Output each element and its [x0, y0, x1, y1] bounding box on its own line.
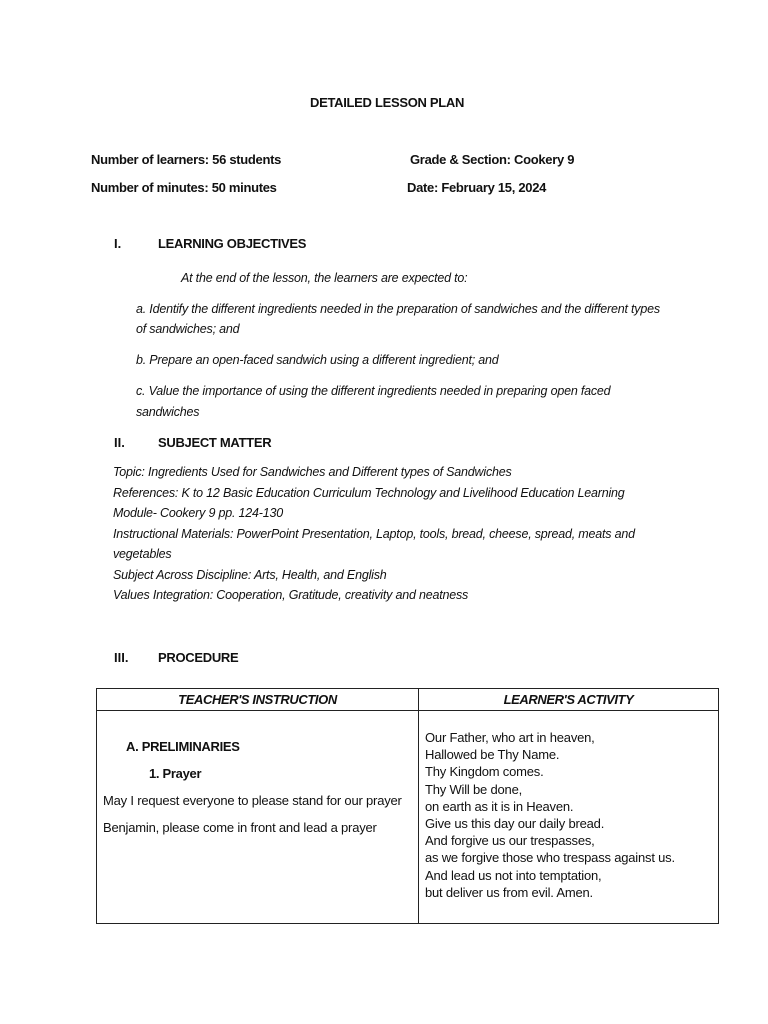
section-2-number: II.	[114, 435, 125, 450]
number-of-learners: Number of learners: 56 students	[91, 152, 282, 167]
procedure-table	[96, 688, 719, 924]
number-of-minutes: Number of minutes: 50 minutes	[91, 180, 277, 195]
prayer-text	[425, 729, 675, 901]
section-1-title: LEARNING OBJECTIVES	[158, 236, 307, 251]
subject-matter-line: vegetables	[113, 547, 172, 561]
prayer-heading: 1. Prayer	[149, 766, 202, 781]
objective-a-line1: a. Identify the different ingredients needed in the preparation of sandwiches and the different types	[136, 302, 660, 316]
subject-matter-line: References: K to 12 Basic Education Curriculum Technology and Livelihood Education Learning	[113, 485, 625, 500]
prayer-line: Thy Will be done,	[425, 781, 523, 797]
subject-matter-line: Module- Cookery 9 pp. 124-130	[113, 506, 283, 520]
subject-matter-line: Topic: Ingredients Used for Sandwiches and Different types of Sandwiches	[113, 465, 512, 479]
teacher-instruction-cell	[97, 711, 419, 924]
document-title: DETAILED LESSON PLAN	[310, 95, 465, 110]
section-3-number: III.	[114, 650, 129, 665]
subject-matter-list	[113, 462, 635, 606]
preliminaries-heading: A. PRELIMINARIES	[126, 739, 240, 754]
objective-c-line2: sandwiches	[136, 405, 200, 419]
subject-matter-line: Values Integration: Cooperation, Gratitude, creativity and neatness	[113, 588, 469, 602]
objectives-intro: At the end of the lesson, the learners are expected to:	[181, 271, 468, 285]
prayer-line: Thy Kingdom comes.	[425, 764, 544, 780]
lesson-date: Date: February 15, 2024	[407, 180, 547, 195]
learner-activity-header: LEARNER'S ACTIVITY	[419, 689, 719, 711]
teacher-instruction-header: TEACHER'S INSTRUCTION	[97, 689, 419, 711]
objective-b: b. Prepare an open-faced sandwich using a different ingredient; and	[136, 353, 499, 367]
objective-c-line1: c. Value the importance of using the different ingredients needed in preparing open faced	[136, 384, 611, 398]
grade-section: Grade & Section: Cookery 9	[410, 152, 575, 167]
prayer-line: Hallowed be Thy Name.	[425, 747, 560, 763]
prayer-line: And forgive us our trespasses,	[425, 833, 595, 849]
subject-matter-line: Instructional Materials: PowerPoint Presentation, Laptop, tools, bread, cheese, spread, meats and	[113, 526, 635, 541]
prayer-line: but deliver us from evil. Amen.	[425, 884, 593, 900]
teacher-instruction-line: May I request everyone to please stand for our prayer	[103, 793, 402, 808]
subject-matter-line: Subject Across Discipline: Arts, Health, and English	[113, 567, 387, 582]
prayer-line: Give us this day our daily bread.	[425, 816, 605, 832]
teacher-instruction-line: Benjamin, please come in front and lead a prayer	[103, 820, 377, 835]
objective-a-line2: of sandwiches; and	[136, 322, 240, 336]
section-1-number: I.	[114, 236, 122, 251]
prayer-line: as we forgive those who trespass against us.	[425, 850, 675, 866]
prayer-line: on earth as it is in Heaven.	[425, 798, 574, 814]
learner-activity-cell	[419, 711, 719, 924]
prayer-line: And lead us not into temptation,	[425, 867, 602, 883]
section-2-title: SUBJECT MATTER	[158, 435, 272, 450]
section-3-title: PROCEDURE	[158, 650, 239, 665]
prayer-line: Our Father, who art in heaven,	[425, 730, 595, 745]
